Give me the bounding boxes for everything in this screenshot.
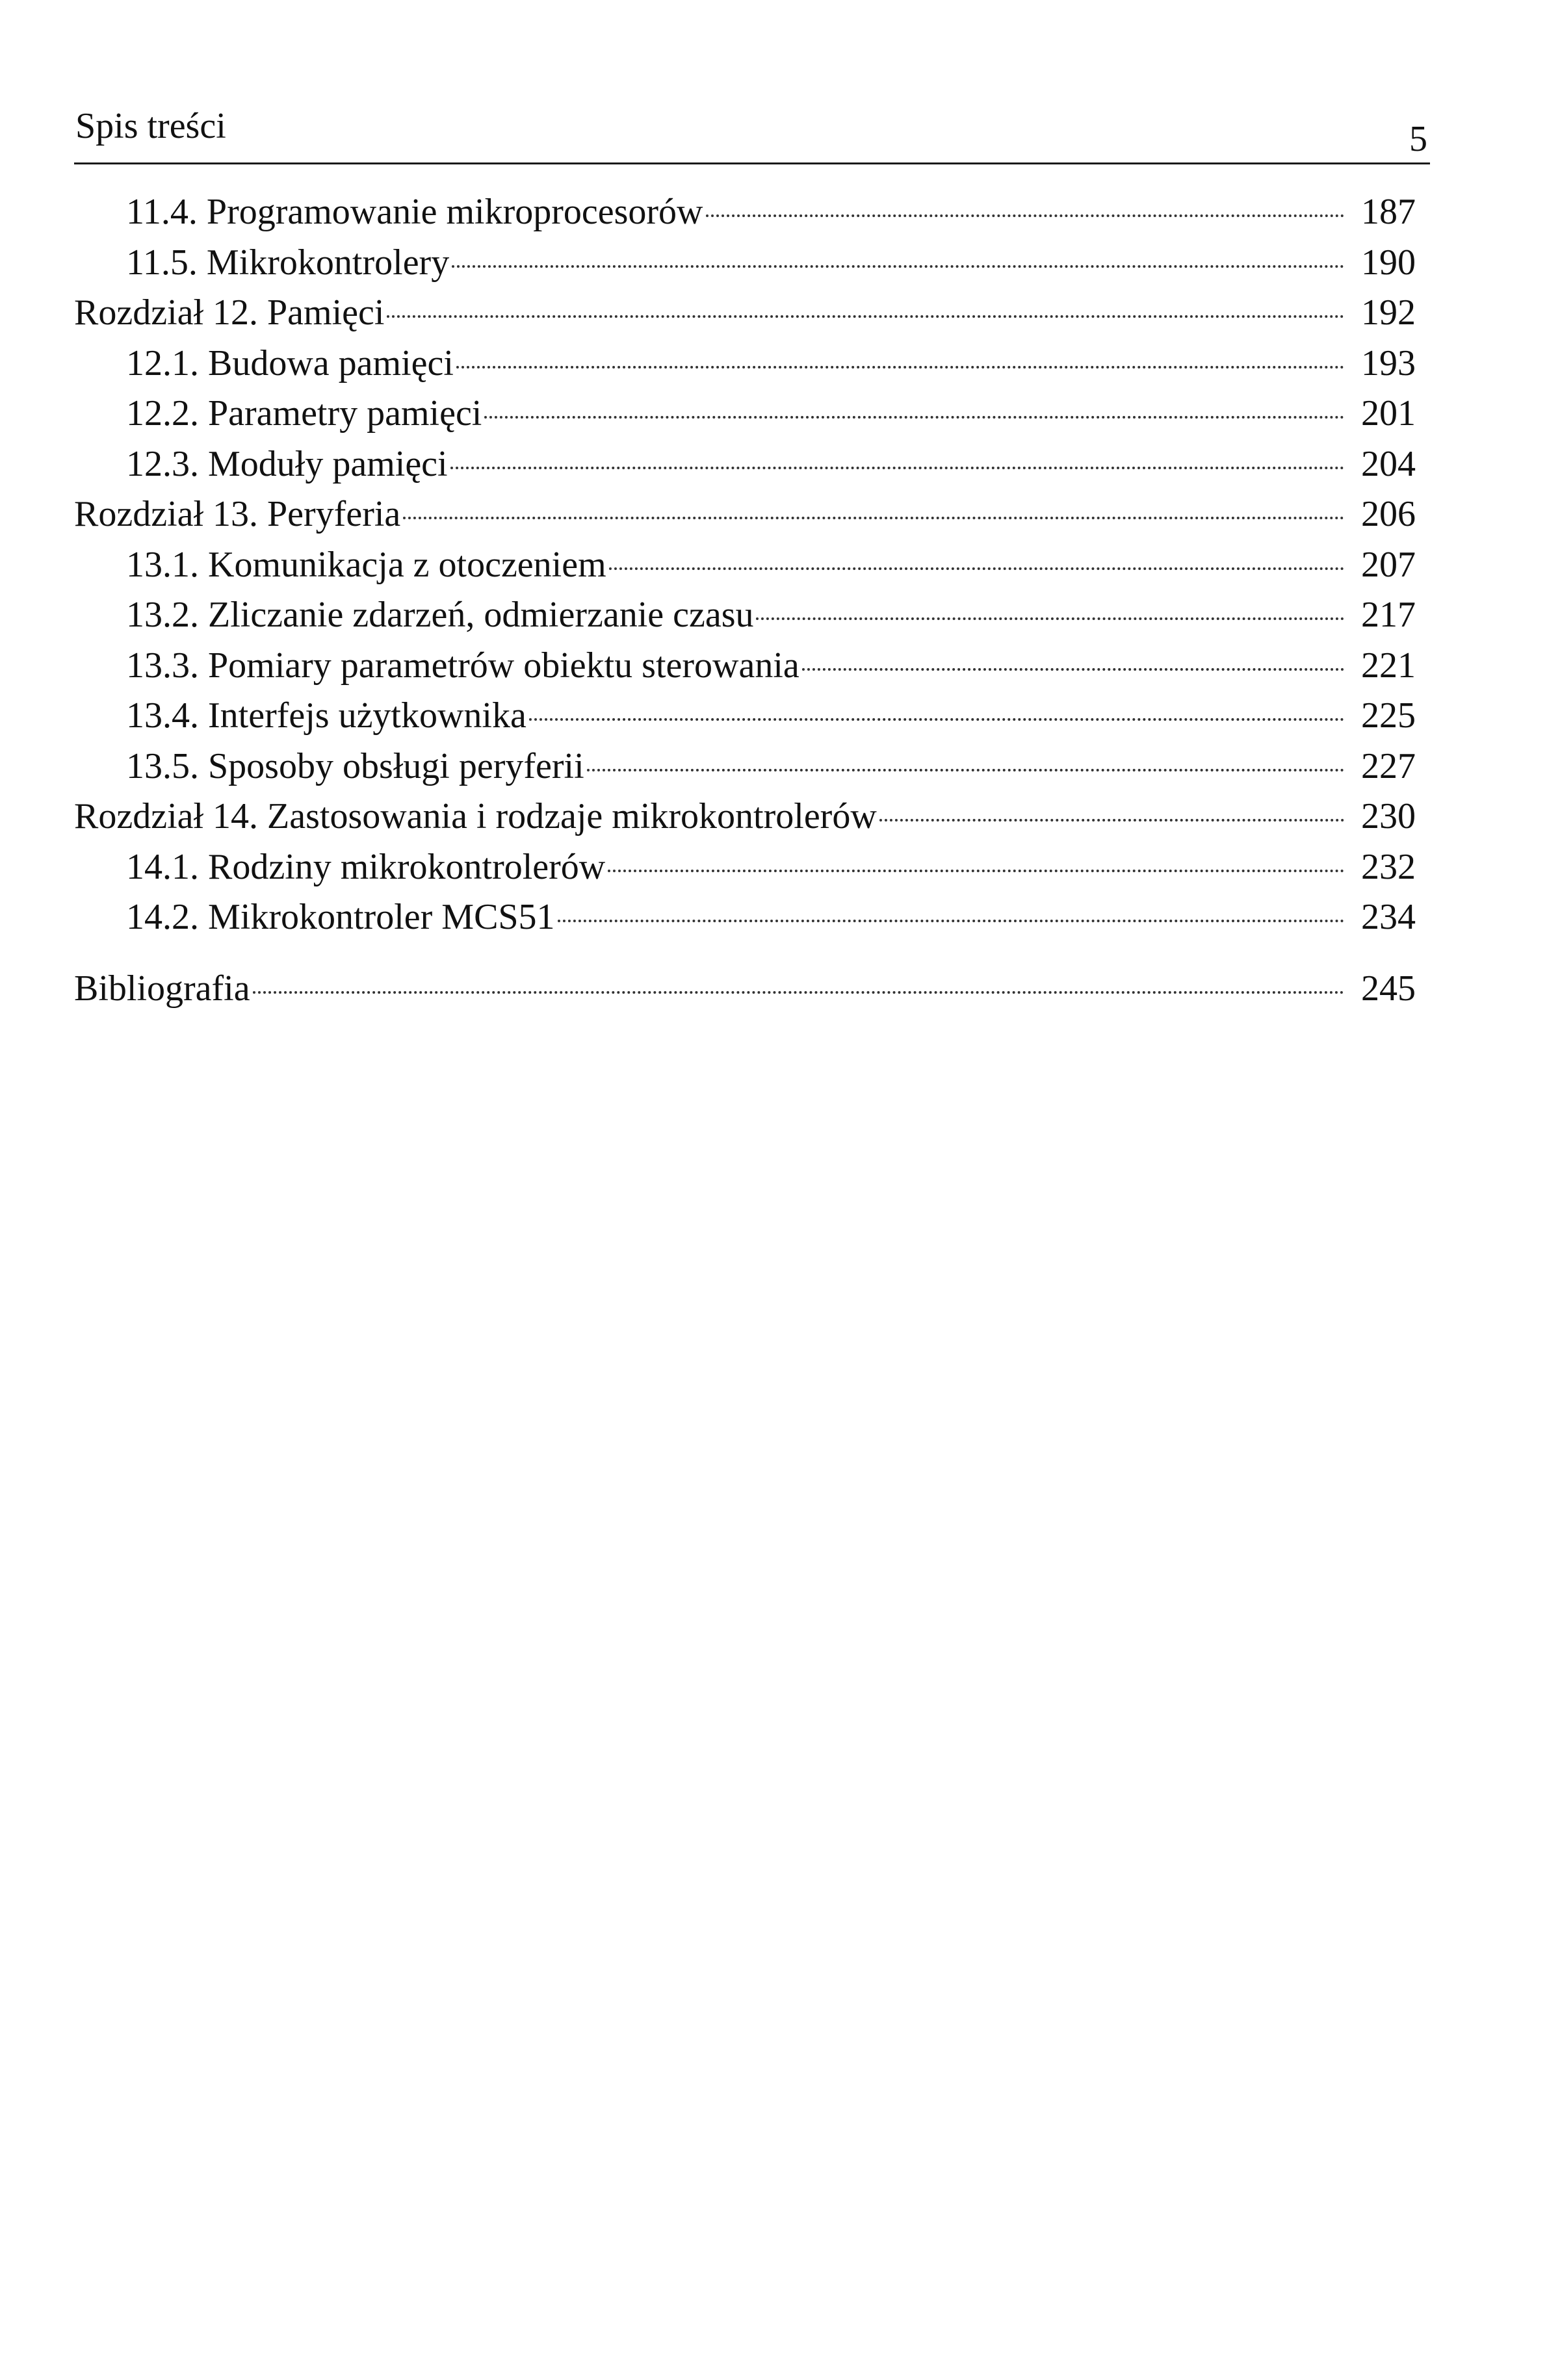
toc-entry-label: 12.1. Budowa pamięci <box>126 343 454 383</box>
dot-leader <box>558 920 1344 922</box>
dot-leader <box>484 416 1344 419</box>
toc-entry <box>74 339 1416 389</box>
toc-entry-page: 206 <box>1361 494 1416 534</box>
toc-entry-page: 201 <box>1361 393 1416 433</box>
toc-entry <box>74 590 1416 641</box>
header-page-number: 5 <box>1409 119 1427 159</box>
dot-leader <box>802 668 1344 671</box>
toc-entry-page: 245 <box>1361 968 1416 1009</box>
toc-entry-page: 190 <box>1361 242 1416 283</box>
toc-entry-label: 14.1. Rodziny mikrokontrolerów <box>126 846 606 887</box>
toc-entry-label: 14.2. Mikrokontroler MCS51 <box>126 897 555 937</box>
toc-entry-label: 11.4. Programowanie mikroprocesorów <box>126 192 703 232</box>
dot-leader <box>403 517 1344 519</box>
toc-entry-label: 13.1. Komunikacja z otoczeniem <box>126 544 606 585</box>
dot-leader <box>608 870 1344 872</box>
table-of-contents <box>74 187 1416 1014</box>
toc-entry <box>74 892 1416 943</box>
toc-entry-label: 12.2. Parametry pamięci <box>126 393 482 433</box>
dot-leader <box>529 718 1344 721</box>
toc-entry-label: 13.4. Interfejs użytkownika <box>126 695 526 736</box>
toc-entry <box>74 187 1416 238</box>
toc-entry <box>74 742 1416 792</box>
dot-leader <box>756 617 1344 620</box>
toc-chapter-entry <box>74 792 1416 842</box>
dot-leader <box>387 315 1344 318</box>
toc-entry-page: 204 <box>1361 443 1416 484</box>
toc-entry-label: 11.5. Mikrokontrolery <box>126 242 450 283</box>
dot-leader <box>450 467 1344 469</box>
header-title: Spis treści <box>75 106 226 146</box>
toc-entry-label: 13.2. Zliczanie zdarzeń, odmierzanie czasu <box>126 595 754 635</box>
running-header <box>74 104 1430 164</box>
dot-leader <box>456 366 1344 369</box>
toc-bibliography-entry <box>74 964 1416 1015</box>
toc-entry-page: 193 <box>1361 343 1416 383</box>
toc-entry <box>74 540 1416 591</box>
dot-leader <box>879 819 1344 821</box>
toc-entry-label: 12.3. Moduły pamięci <box>126 443 448 484</box>
toc-entry <box>74 389 1416 439</box>
toc-entry-page: 234 <box>1361 897 1416 937</box>
toc-entry-page: 232 <box>1361 846 1416 887</box>
toc-entry-page: 207 <box>1361 544 1416 585</box>
toc-entry-label: Bibliografia <box>74 968 250 1009</box>
toc-entry-label: 13.5. Sposoby obsługi peryferii <box>126 745 584 786</box>
toc-entry-page: 230 <box>1361 796 1416 836</box>
toc-entry-page: 192 <box>1361 292 1416 333</box>
dot-leader <box>452 265 1344 268</box>
dot-leader <box>706 214 1345 217</box>
toc-chapter-entry <box>74 288 1416 339</box>
toc-entry <box>74 691 1416 742</box>
toc-chapter-entry <box>74 489 1416 540</box>
dot-leader <box>587 769 1344 771</box>
toc-entry-page: 227 <box>1361 745 1416 786</box>
toc-entry <box>74 238 1416 289</box>
toc-entry-label: Rozdział 13. Peryferia <box>74 494 401 534</box>
toc-entry-label: Rozdział 12. Pamięci <box>74 292 385 333</box>
toc-entry <box>74 641 1416 692</box>
toc-entry <box>74 842 1416 893</box>
toc-entry <box>74 439 1416 490</box>
toc-entry-page: 225 <box>1361 695 1416 736</box>
dot-leader <box>253 991 1344 994</box>
toc-entry-page: 217 <box>1361 595 1416 635</box>
toc-entry-page: 221 <box>1361 645 1416 686</box>
dot-leader <box>609 567 1344 570</box>
toc-entry-label: Rozdział 14. Zastosowania i rodzaje mikrokontrolerów <box>74 796 877 836</box>
toc-entry-page: 187 <box>1361 192 1416 232</box>
toc-entry-label: 13.3. Pomiary parametrów obiektu sterowania <box>126 645 800 686</box>
